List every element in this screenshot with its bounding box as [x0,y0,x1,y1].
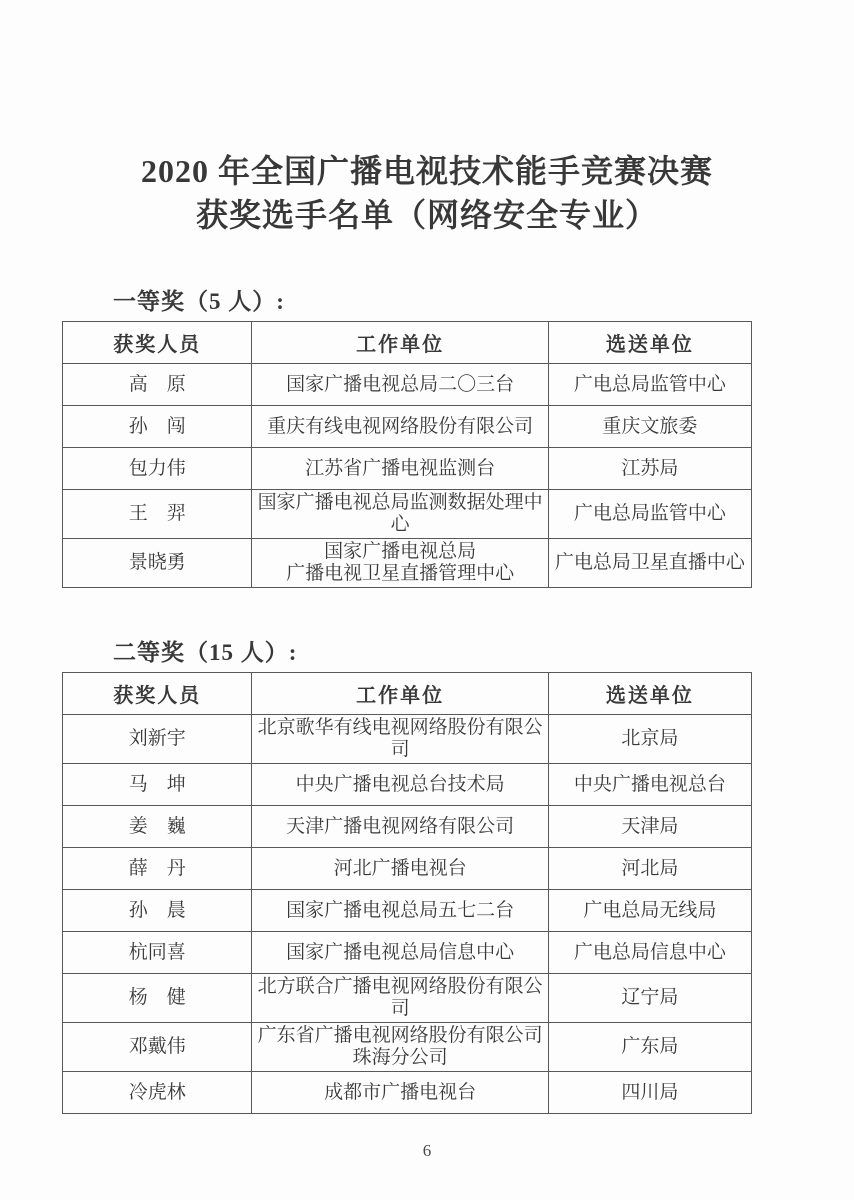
work-unit-cell [252,932,548,974]
cell-text-line: 广电总局监管中心 [573,503,726,524]
cell-text-line: 重庆文旅委 [602,415,698,437]
sending-unit-cell [548,1072,751,1114]
work-unit-cell [252,1023,548,1072]
work-unit-cell [252,974,548,1023]
work-unit-cell [252,539,548,588]
winner-name-cell [63,1023,252,1072]
table-row [63,1072,752,1114]
cell-text-line: 刘新宇 [128,728,186,749]
sending-unit-cell [548,448,751,490]
cell-text-line: 国家广播电视总局 [324,541,477,562]
page-number: 6 [422,1141,432,1160]
cell-text-line: 广东局 [621,1036,679,1057]
table-row [63,890,752,932]
cell-text-line: 马 坤 [128,773,186,795]
cell-text-line: 高 原 [128,373,186,395]
cell-text-line: 北京歌华有线电视网络股份有限公司 [257,717,543,760]
table-header-row [63,322,752,364]
column-header: 获奖人员 [63,673,252,715]
cell-text-line: 广电总局监管中心 [573,373,726,395]
table-row [63,715,752,764]
cell-text-line: 景晓勇 [128,552,186,573]
cell-text-line: 杨 健 [128,987,186,1008]
winner-name-cell [63,448,252,490]
column-header: 选送单位 [548,322,751,364]
cell-text-line: 重庆有线电视网络股份有限公司 [267,415,534,437]
cell-text-line: 广东省广播电视网络股份有限公司 [257,1025,543,1046]
work-unit-cell [252,715,548,764]
table-row [63,364,752,406]
winner-name-cell [63,764,252,806]
cell-text-line: 邓戴伟 [128,1036,186,1057]
winner-name-cell [63,539,252,588]
cell-text-line: 河北广播电视台 [333,857,467,879]
winner-name-cell [63,715,252,764]
table-row [63,848,752,890]
cell-text-line: 孙 闯 [128,415,186,437]
cell-text-line: 薛 丹 [128,857,186,879]
cell-text-line: 广电总局卫星直播中心 [554,552,745,573]
cell-text-line: 王 羿 [128,503,186,524]
award-table-1 [62,321,752,588]
award-table-2 [62,672,752,1114]
work-unit-cell [252,406,548,448]
winner-name-cell [63,848,252,890]
work-unit-cell [252,364,548,406]
sending-unit-cell [548,806,751,848]
work-unit-cell [252,806,548,848]
table-row [63,448,752,490]
sending-unit-cell [548,364,751,406]
cell-text-line: 包力伟 [128,457,186,479]
work-unit-cell [252,848,548,890]
sending-unit-cell [548,848,751,890]
table-row [63,539,752,588]
cell-text-line: 珠海分公司 [352,1047,448,1068]
winner-name-cell [63,364,252,406]
sending-unit-cell [548,974,751,1023]
table-header-row [63,673,752,715]
sending-unit-cell [548,890,751,932]
work-unit-cell [252,764,548,806]
table-row [63,974,752,1023]
award-sections [62,283,752,1114]
cell-text-line: 广播电视卫星直播管理中心 [286,563,515,584]
document-title-line-2: 获奖选手名单（网络安全专业） [195,197,658,233]
document-title [0,0,854,237]
table-row [63,806,752,848]
sending-unit-cell [548,764,751,806]
work-unit-cell [252,490,548,539]
work-unit-cell [252,1072,548,1114]
sending-unit-cell [548,490,751,539]
column-header: 选送单位 [548,673,751,715]
table-row [63,932,752,974]
cell-text-line: 辽宁局 [621,987,679,1008]
section-heading-2: 二等奖（15 人）: [113,640,298,665]
table-row [63,1023,752,1072]
table-row [63,490,752,539]
sending-unit-cell [548,1023,751,1072]
cell-text-line: 天津广播电视网络有限公司 [286,815,515,837]
sending-unit-cell [548,539,751,588]
cell-text-line: 成都市广播电视台 [324,1081,477,1103]
cell-text-line: 国家广播电视总局二〇三台 [286,373,515,395]
cell-text-line: 中央广播电视总台技术局 [295,773,505,795]
winner-name-cell [63,406,252,448]
cell-text-line: 天津局 [621,815,679,837]
winner-name-cell [63,932,252,974]
cell-text-line: 河北局 [621,857,679,879]
table-row [63,764,752,806]
winner-name-cell [63,490,252,539]
winner-name-cell [63,806,252,848]
cell-text-line: 广电总局无线局 [583,899,717,921]
table-row [63,406,752,448]
cell-text-line: 广电总局信息中心 [573,941,726,963]
column-header: 获奖人员 [63,322,252,364]
cell-text-line: 杭同喜 [128,941,186,963]
sending-unit-cell [548,932,751,974]
work-unit-cell [252,890,548,932]
cell-text-line: 四川局 [621,1081,679,1103]
work-unit-cell [252,448,548,490]
cell-text-line: 国家广播电视总局监测数据处理中心 [257,492,543,535]
cell-text-line: 姜 巍 [128,815,186,837]
sending-unit-cell [548,715,751,764]
cell-text-line: 冷虎林 [128,1081,186,1103]
winner-name-cell [63,890,252,932]
winner-name-cell [63,974,252,1023]
cell-text-line: 江苏省广播电视监测台 [305,457,496,479]
document-title-line-1: 2020 年全国广播电视技术能手竞赛决赛 [140,153,713,189]
section-heading-1: 一等奖（5 人）: [113,289,285,314]
cell-text-line: 北京局 [621,728,679,749]
winner-name-cell [63,1072,252,1114]
cell-text-line: 中央广播电视总台 [573,773,726,795]
cell-text-line: 国家广播电视总局五七二台 [286,899,515,921]
sending-unit-cell [548,406,751,448]
column-header: 工作单位 [252,322,548,364]
cell-text-line: 北方联合广播电视网络股份有限公司 [257,976,543,1019]
cell-text-line: 国家广播电视总局信息中心 [286,941,515,963]
cell-text-line: 孙 晨 [128,899,186,921]
cell-text-line: 江苏局 [621,457,679,479]
column-header: 工作单位 [252,673,548,715]
